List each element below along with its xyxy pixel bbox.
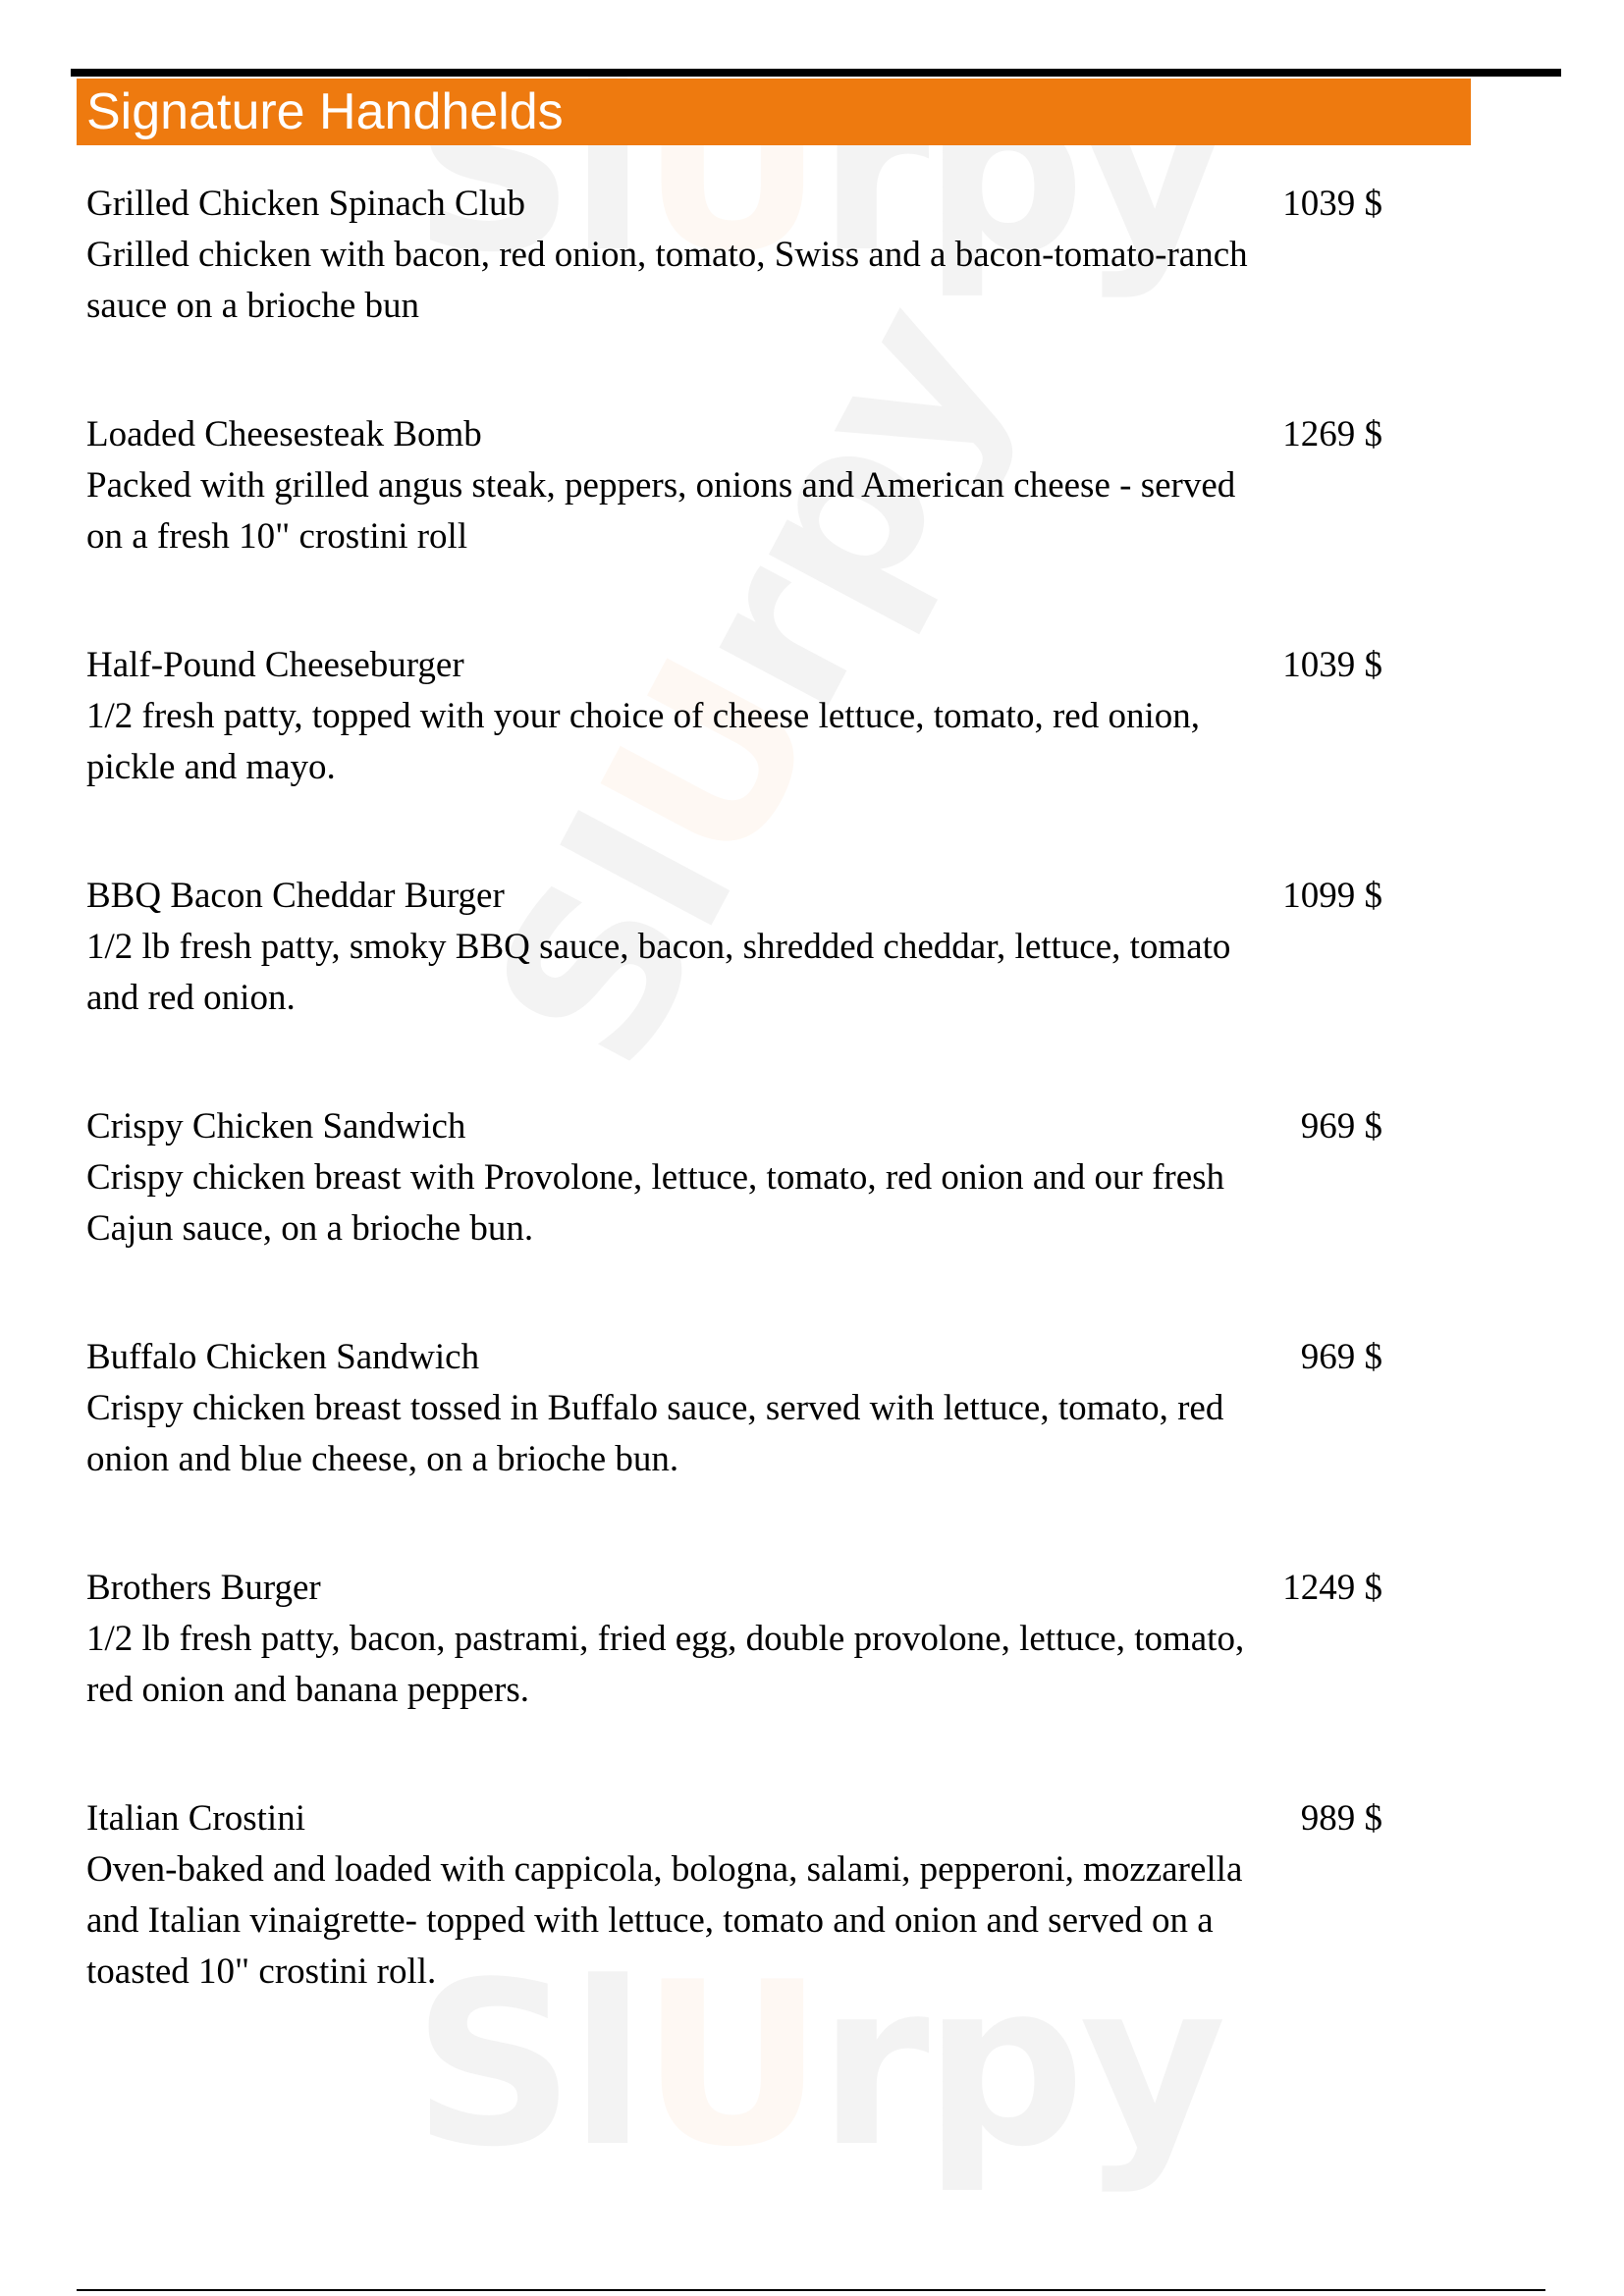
item-price: 969 $ [1300,1337,1382,1377]
item-description: Crispy chicken breast tossed in Buffalo sauce, served with lettuce, tomato, red onion and blue cheese, on a brioche bun. [86,1388,1224,1479]
item-name: Crispy Chicken Sandwich [86,1106,466,1147]
item-description: Packed with grilled angus steak, peppers, onions and American cheese - served on a fresh 10" crostini roll [86,465,1236,557]
item-name: BBQ Bacon Cheddar Burger [86,876,505,916]
item-description: Crispy chicken breast with Provolone, lettuce, tomato, red onion and our fresh Cajun sauce, on a brioche bun. [86,1157,1225,1249]
item-name: Loaded Cheesesteak Bomb [86,414,482,454]
item-price: 1039 $ [1282,645,1382,685]
menu-item [86,1793,1402,2024]
menu-list [86,179,1402,2024]
item-name: Buffalo Chicken Sandwich [86,1337,480,1377]
top-divider [71,69,1561,77]
item-description: 1/2 fresh patty, topped with your choice of cheese lettuce, tomato, red onion, pickle and mayo. [86,696,1200,787]
menu-item [86,179,1402,409]
item-name: Half-Pound Cheeseburger [86,645,464,685]
item-description: Grilled chicken with bacon, red onion, tomato, Swiss and a bacon-tomato-ranch sauce on a brioche bun [86,235,1248,326]
menu-item [86,409,1402,640]
item-price: 1099 $ [1282,876,1382,916]
item-price: 1039 $ [1282,184,1382,224]
item-description: 1/2 lb fresh patty, smoky BBQ sauce, bacon, shredded cheddar, lettuce, tomato and red onion. [86,927,1231,1018]
menu-item [86,1563,1402,1793]
item-name: Brothers Burger [86,1568,321,1608]
menu-item [86,1332,1402,1563]
item-price: 1269 $ [1282,414,1382,454]
menu-item [86,1101,1402,1332]
item-name: Italian Crostini [86,1798,305,1839]
item-description: 1/2 lb fresh patty, bacon, pastrami, fried egg, double provolone, lettuce, tomato, red onion and banana peppers. [86,1619,1245,1710]
item-price: 1249 $ [1282,1568,1382,1608]
section-header [77,79,1471,145]
item-price: 989 $ [1300,1798,1382,1839]
item-description: Oven-baked and loaded with cappicola, bologna, salami, pepperoni, mozzarella and Italian vinaigrette- topped with lettuce, tomato and onion and served on a toasted 10" crostini roll. [86,1849,1243,1992]
menu-item [86,640,1402,871]
item-name: Grilled Chicken Spinach Club [86,184,526,224]
item-price: 969 $ [1300,1106,1382,1147]
bottom-divider [77,2289,1545,2291]
section-title: Signature Handhelds [86,83,564,140]
menu-item [86,871,1402,1101]
